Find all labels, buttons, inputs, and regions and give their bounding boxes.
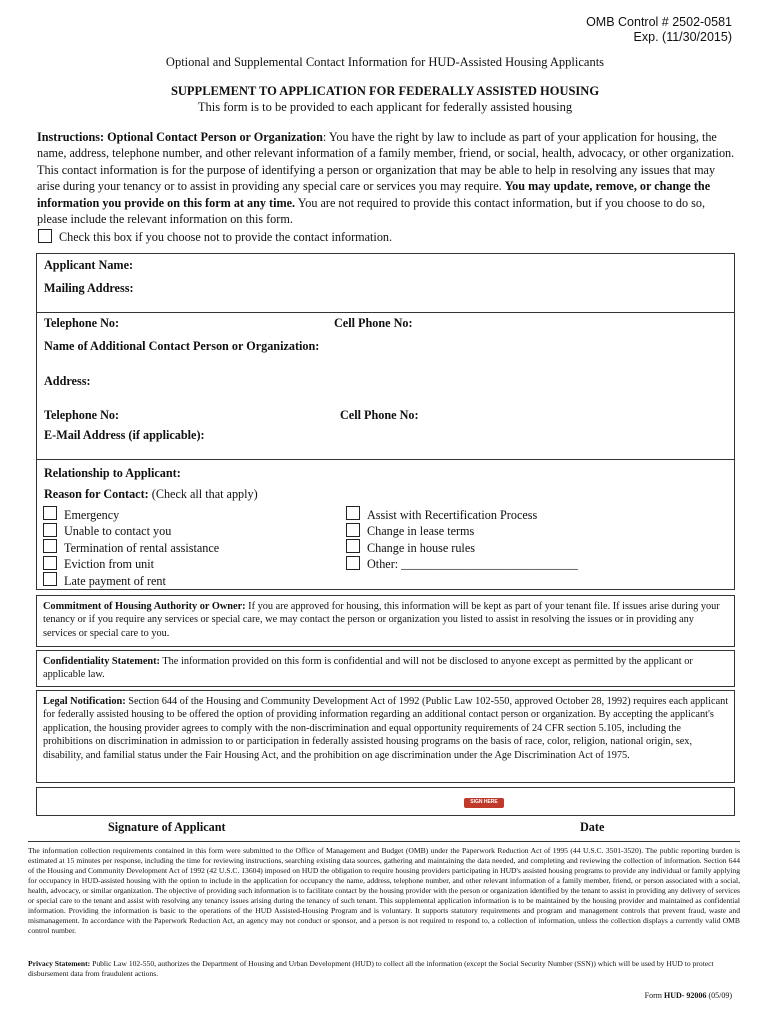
date-label: Date — [580, 820, 605, 834]
form-number-date: (05/09) — [706, 991, 732, 1000]
reason-heading — [44, 487, 258, 502]
contact-name-label[interactable]: Name of Additional Contact Person or Organization: — [44, 339, 320, 353]
relationship-label[interactable]: Relationship to Applicant: — [44, 466, 181, 480]
signature-box[interactable] — [36, 787, 735, 816]
privacy-text: Public Law 102-550, authorizes the Department of Housing and Urban Development (HUD) to collect all the information (except the Social Security Number (SSN)) which will be used by HUD to protect disbursement data from fraudulent actions. — [28, 959, 714, 978]
reason-label: Assist with Recertification Process — [367, 508, 538, 522]
reason-label: Change in house rules — [367, 541, 475, 555]
reason-checkbox[interactable] — [346, 556, 360, 570]
privacy-heading: Privacy Statement: — [28, 959, 91, 968]
email-label[interactable]: E-Mail Address (if applicable): — [44, 428, 205, 442]
expiration-date: Exp. (11/30/2015) — [633, 30, 732, 44]
divider — [36, 312, 735, 313]
form-number — [645, 991, 732, 1000]
form-tagline: This form is to be provided to each applicant for federally assisted housing — [197, 100, 573, 114]
divider — [36, 459, 735, 460]
instructions-text: : You have the right by law to include as part of your application for housing, the name, address, telephone number, and other relevant information of a family member, friend, or social, health, advocacy, or other organization. This contact information is for the purpose of identifying a person or organization that may be able to help in resolving any issues that may arise during your tenancy or to assist in providing any special care or services you may require. — [37, 130, 735, 194]
reason-label: Change in lease terms — [367, 524, 475, 538]
form-number-code: HUD- 92006 — [663, 991, 707, 1000]
reason-other-label[interactable]: Other: _____________________________ — [367, 557, 578, 571]
omb-control-number: OMB Control # 2502-0581 — [586, 15, 732, 29]
contact-address-label[interactable]: Address: — [44, 374, 91, 388]
confidentiality-text: The information provided on this form is confidential and will not be disclosed to anyone except as permitted by the applicant or applicable law. — [43, 656, 693, 681]
commitment-text: If you are approved for housing, this information will be kept as part of your tenant file. If issues arise during your tenancy or if you require any services or special care, we may contact the person or organization you listed to assist in resolving the issues or in providing any services or special care to you. — [43, 601, 720, 639]
legal-heading: Legal Notification: — [43, 696, 126, 707]
reason-checkbox[interactable] — [346, 539, 360, 553]
reason-label: Late payment of rent — [64, 574, 166, 588]
form-subtitle: Optional and Supplemental Contact Information for HUD-Assisted Housing Applicants — [165, 55, 605, 69]
cell-phone-label[interactable]: Cell Phone No: — [334, 316, 413, 330]
reason-checkbox[interactable] — [346, 523, 360, 537]
form-number-prefix: Form — [644, 991, 664, 1000]
reason-checkbox[interactable] — [43, 572, 57, 586]
reason-label: Termination of rental assistance — [64, 541, 220, 555]
confidentiality-heading: Confidentiality Statement: — [43, 656, 160, 667]
privacy-statement — [28, 959, 740, 979]
instructions-bold-text: You may update, remove, or change the information you provide on this form at any time. — [37, 179, 711, 210]
reason-label: Unable to contact you — [64, 524, 172, 538]
opt-out-checkbox[interactable] — [38, 229, 52, 243]
reason-checkbox[interactable] — [43, 506, 57, 520]
applicant-name-label[interactable]: Applicant Name: — [44, 258, 134, 272]
opt-out-label: Check this box if you choose not to provide the contact information. — [59, 230, 393, 244]
legal-notification — [43, 695, 729, 762]
reason-label: Emergency — [64, 508, 120, 522]
signature-label: Signature of Applicant — [108, 820, 226, 834]
instructions-heading: Instructions: Optional Contact Person or Organization — [37, 130, 323, 144]
contact-telephone-label[interactable]: Telephone No: — [44, 408, 120, 422]
telephone-label[interactable]: Telephone No: — [44, 316, 120, 330]
reason-checkbox[interactable] — [43, 539, 57, 553]
commitment-statement — [43, 600, 729, 640]
reason-checkbox[interactable] — [43, 556, 57, 570]
contact-cell-phone-label[interactable]: Cell Phone No: — [340, 408, 419, 422]
reason-checkbox[interactable] — [43, 523, 57, 537]
form-title: SUPPLEMENT TO APPLICATION FOR FEDERALLY ASSISTED HOUSING — [170, 84, 600, 98]
commitment-heading: Commitment of Housing Authority or Owner: — [43, 601, 246, 612]
reason-checkbox[interactable] — [346, 506, 360, 520]
mailing-address-label[interactable]: Mailing Address: — [44, 281, 134, 295]
reason-label: Eviction from unit — [64, 557, 155, 571]
legal-text: Section 644 of the Housing and Community Development Act of 1992 (Public Law 102-550, approved October 28, 1992) requires each applicant for federally assisted housing to be offered the option of providing information regarding an additional contact person or organization. By accepting the applicant's application, the housing provider agrees to comply with the non-discrimination and equal opportunity requirements of 24 CFR section 5.105, including the prohibitions on discrimination in admission to or participation in federally assisted housing programs on the basis of race, color, religion, national origin, sex, disability, and familial status under the Fair Housing Act, and the prohibition on age discrimination under the Age Discrimination Act of 1975. — [43, 696, 729, 761]
reason-hint: (Check all that apply) — [151, 487, 258, 501]
omb-header — [586, 15, 732, 45]
instructions — [37, 129, 735, 227]
instructions-text-2: You are not required to provide this contact information, but if you choose to do so, please include the relevant information on this form. — [37, 195, 705, 227]
sign-here-tag: SIGN HERE — [464, 798, 504, 808]
reason-heading-label: Reason for Contact: — [44, 487, 149, 501]
confidentiality-statement — [43, 655, 729, 682]
paperwork-burden-statement: The information collection requirements contained in this form were submitted to the Office of Management and Budget (OMB) under the Paperwork Reduction Act of 1995 (44 U.S.C. 3501-3520). The public reporting burden is estimated at 15 minutes per response, including the time for reviewing instructions, searching existing data sources, gathering and maintaining the data needed, and completing and reviewing the collection of information. Section 644 of the Housing and Community Development Act of 1992 (42 U.S.C. 13604) imposed on HUD the obligation to require housing providers participating in HUD's assisted housing programs to provide any individual or family applying for occupancy in HUD-assisted housing with the option to include in the application for occupancy the name, address, telephone number, and other relevant information of a family member, friend, or person associated with a social, health, advocacy, or similar organization. The objective of providing such information is to facilitate contact by the housing provider with the person or organization identified by the tenant to assist in providing any delivery of services or special care to the tenant and assist with resolving any tenancy issues arising during the tenancy of such tenant. This supplemental application information is to be maintained by the housing provider and maintained as confidential information. Providing the information is basic to the operations of the HUD Assisted-Housing Program and is voluntary. It supports statutory requirements and program and management controls that prevent fraud, waste and mismanagement. In accordance with the Paperwork Reduction Act, an agency may not conduct or sponsor, and a person is not required to respond to, a collection of information, unless the collection displays a currently valid OMB control number. — [28, 846, 740, 935]
divider — [28, 841, 740, 842]
